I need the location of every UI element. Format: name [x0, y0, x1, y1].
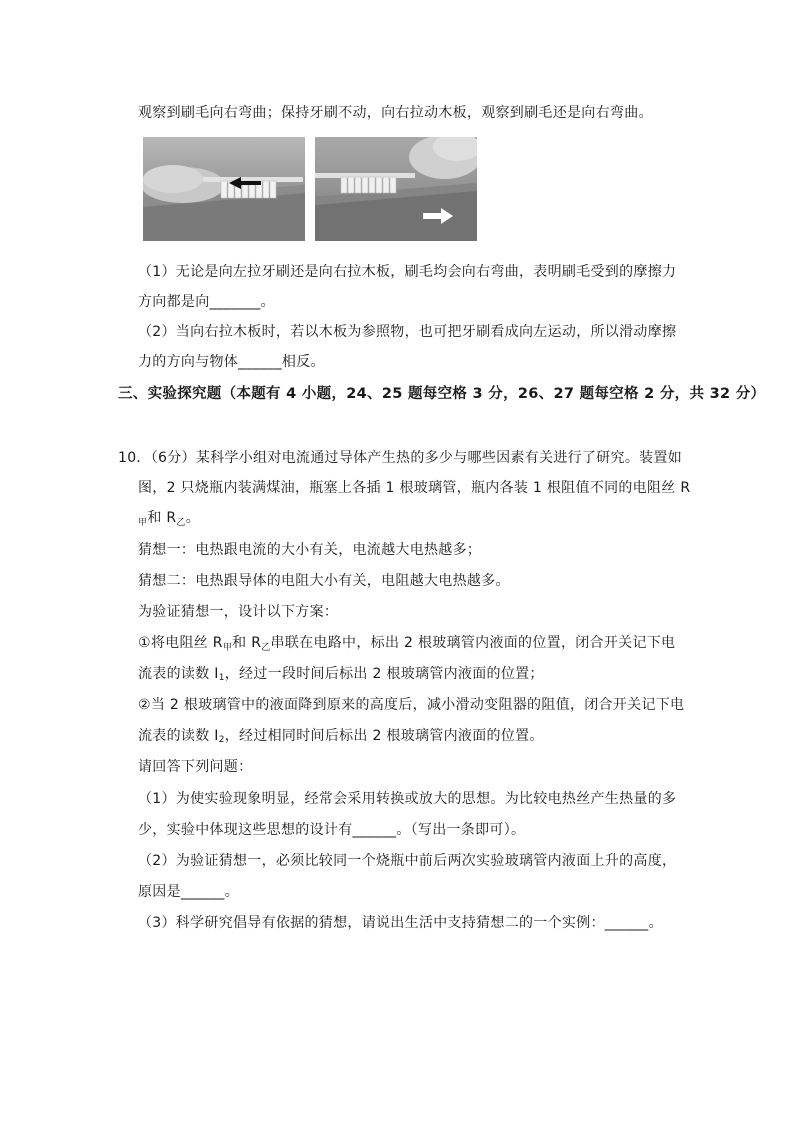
plan-intro: 为验证猜想一，设计以下方案： — [138, 604, 339, 620]
subscript-yi: 乙 — [261, 643, 271, 653]
answer2-line2: 原因是______。 — [138, 884, 239, 900]
plan-step2-line2-a: 流表的读数 I — [138, 728, 219, 744]
q9-sub2-line2: 力的方向与物体______相反。 — [138, 354, 325, 370]
guess-one: 猜想一：电热跟电流的大小有关，电流越大电热越多； — [138, 542, 482, 558]
answer1-line1: （1）为使实验现象明显，经常会采用转换或放大的思想。为比较电热丝产生热量的多 — [138, 791, 677, 807]
answer3-line1: （3）科学研究倡导有依据的猜想，请说出生活中支持猜想二的一个实例：______。 — [138, 915, 663, 931]
q10-line3-text: 和 R — [147, 510, 177, 526]
subscript-1: 1 — [218, 673, 225, 683]
section3-heading: 三、实验探究题（本题有 4 小题，24、25 题每空格 3 分，26、27 题每空格 2 分，共 32 分） — [118, 386, 766, 402]
plan-step1-line2-a: 流表的读数 I — [138, 666, 219, 682]
q10-line3 — [138, 508, 200, 530]
subscript-2: 2 — [218, 735, 225, 745]
subscript-jia: 甲 — [138, 518, 148, 528]
subscript-yi: 乙 — [176, 518, 186, 528]
photo-pull-board-right — [315, 137, 477, 241]
answer2-line1: （2）为验证猜想一，必须比较同一个烧瓶中前后两次实验玻璃管内液面上升的高度， — [138, 853, 677, 869]
plan-step1-line1 — [138, 633, 675, 655]
plan-step1-text-c: 串联在电路中，标出 2 根玻璃管内液面的位置，闭合开关记下电 — [270, 635, 676, 651]
q9-sub2-line1: （2）当向右拉木板时，若以木板为参照物，也可把牙刷看成向左运动，所以滑动摩擦 — [138, 324, 677, 340]
guess-two: 猜想二：电热跟导体的电阻大小有关，电阻越大电热越多。 — [138, 573, 510, 589]
q9-sub1-line2: 方向都是向_______。 — [138, 294, 275, 310]
plan-step1-line2 — [138, 664, 544, 688]
ask-prompt: 请回答下列问题： — [138, 759, 253, 775]
plan-step2-line1: ②当 2 根玻璃管中的液面降到原来的高度后，减小滑动变阻器的阻值，闭合开关记下电 — [138, 697, 685, 713]
q9-observation: 观察到刷毛向右弯曲；保持牙刷不动，向右拉动木板，观察到刷毛还是向右弯曲。 — [138, 105, 653, 121]
plan-step1-text-b: 和 R — [232, 635, 262, 651]
plan-step2-line2-b: ，经过相同时间后标出 2 根玻璃管内液面的位置。 — [224, 728, 544, 744]
q10-line1: 10．（6分）某科学小组对电流通过导体产生热的多少与哪些因素有关进行了研究。装置如 — [118, 450, 683, 466]
answer1-line2: 少，实验中体现这些思想的设计有______。（写出一条即可）。 — [138, 822, 526, 838]
photo-pull-toothbrush-left — [143, 137, 305, 241]
q10-line2: 图，2 只烧瓶内装满煤油，瓶塞上各插 1 根玻璃管，瓶内各装 1 根阻值不同的电阻丝 R — [138, 480, 691, 496]
q9-sub1-line1: （1）无论是向左拉牙刷还是向右拉木板，刷毛均会向右弯曲，表明刷毛受到的摩擦力 — [138, 264, 677, 280]
plan-step1-line2-b: ，经过一段时间后标出 2 根玻璃管内液面的位置； — [224, 666, 544, 682]
subscript-jia: 甲 — [222, 643, 233, 653]
plan-step2-line2 — [138, 726, 544, 750]
q10-line3-end: 。 — [185, 510, 201, 526]
plan-step1-text-a: ①将电阻丝 R — [138, 635, 223, 651]
